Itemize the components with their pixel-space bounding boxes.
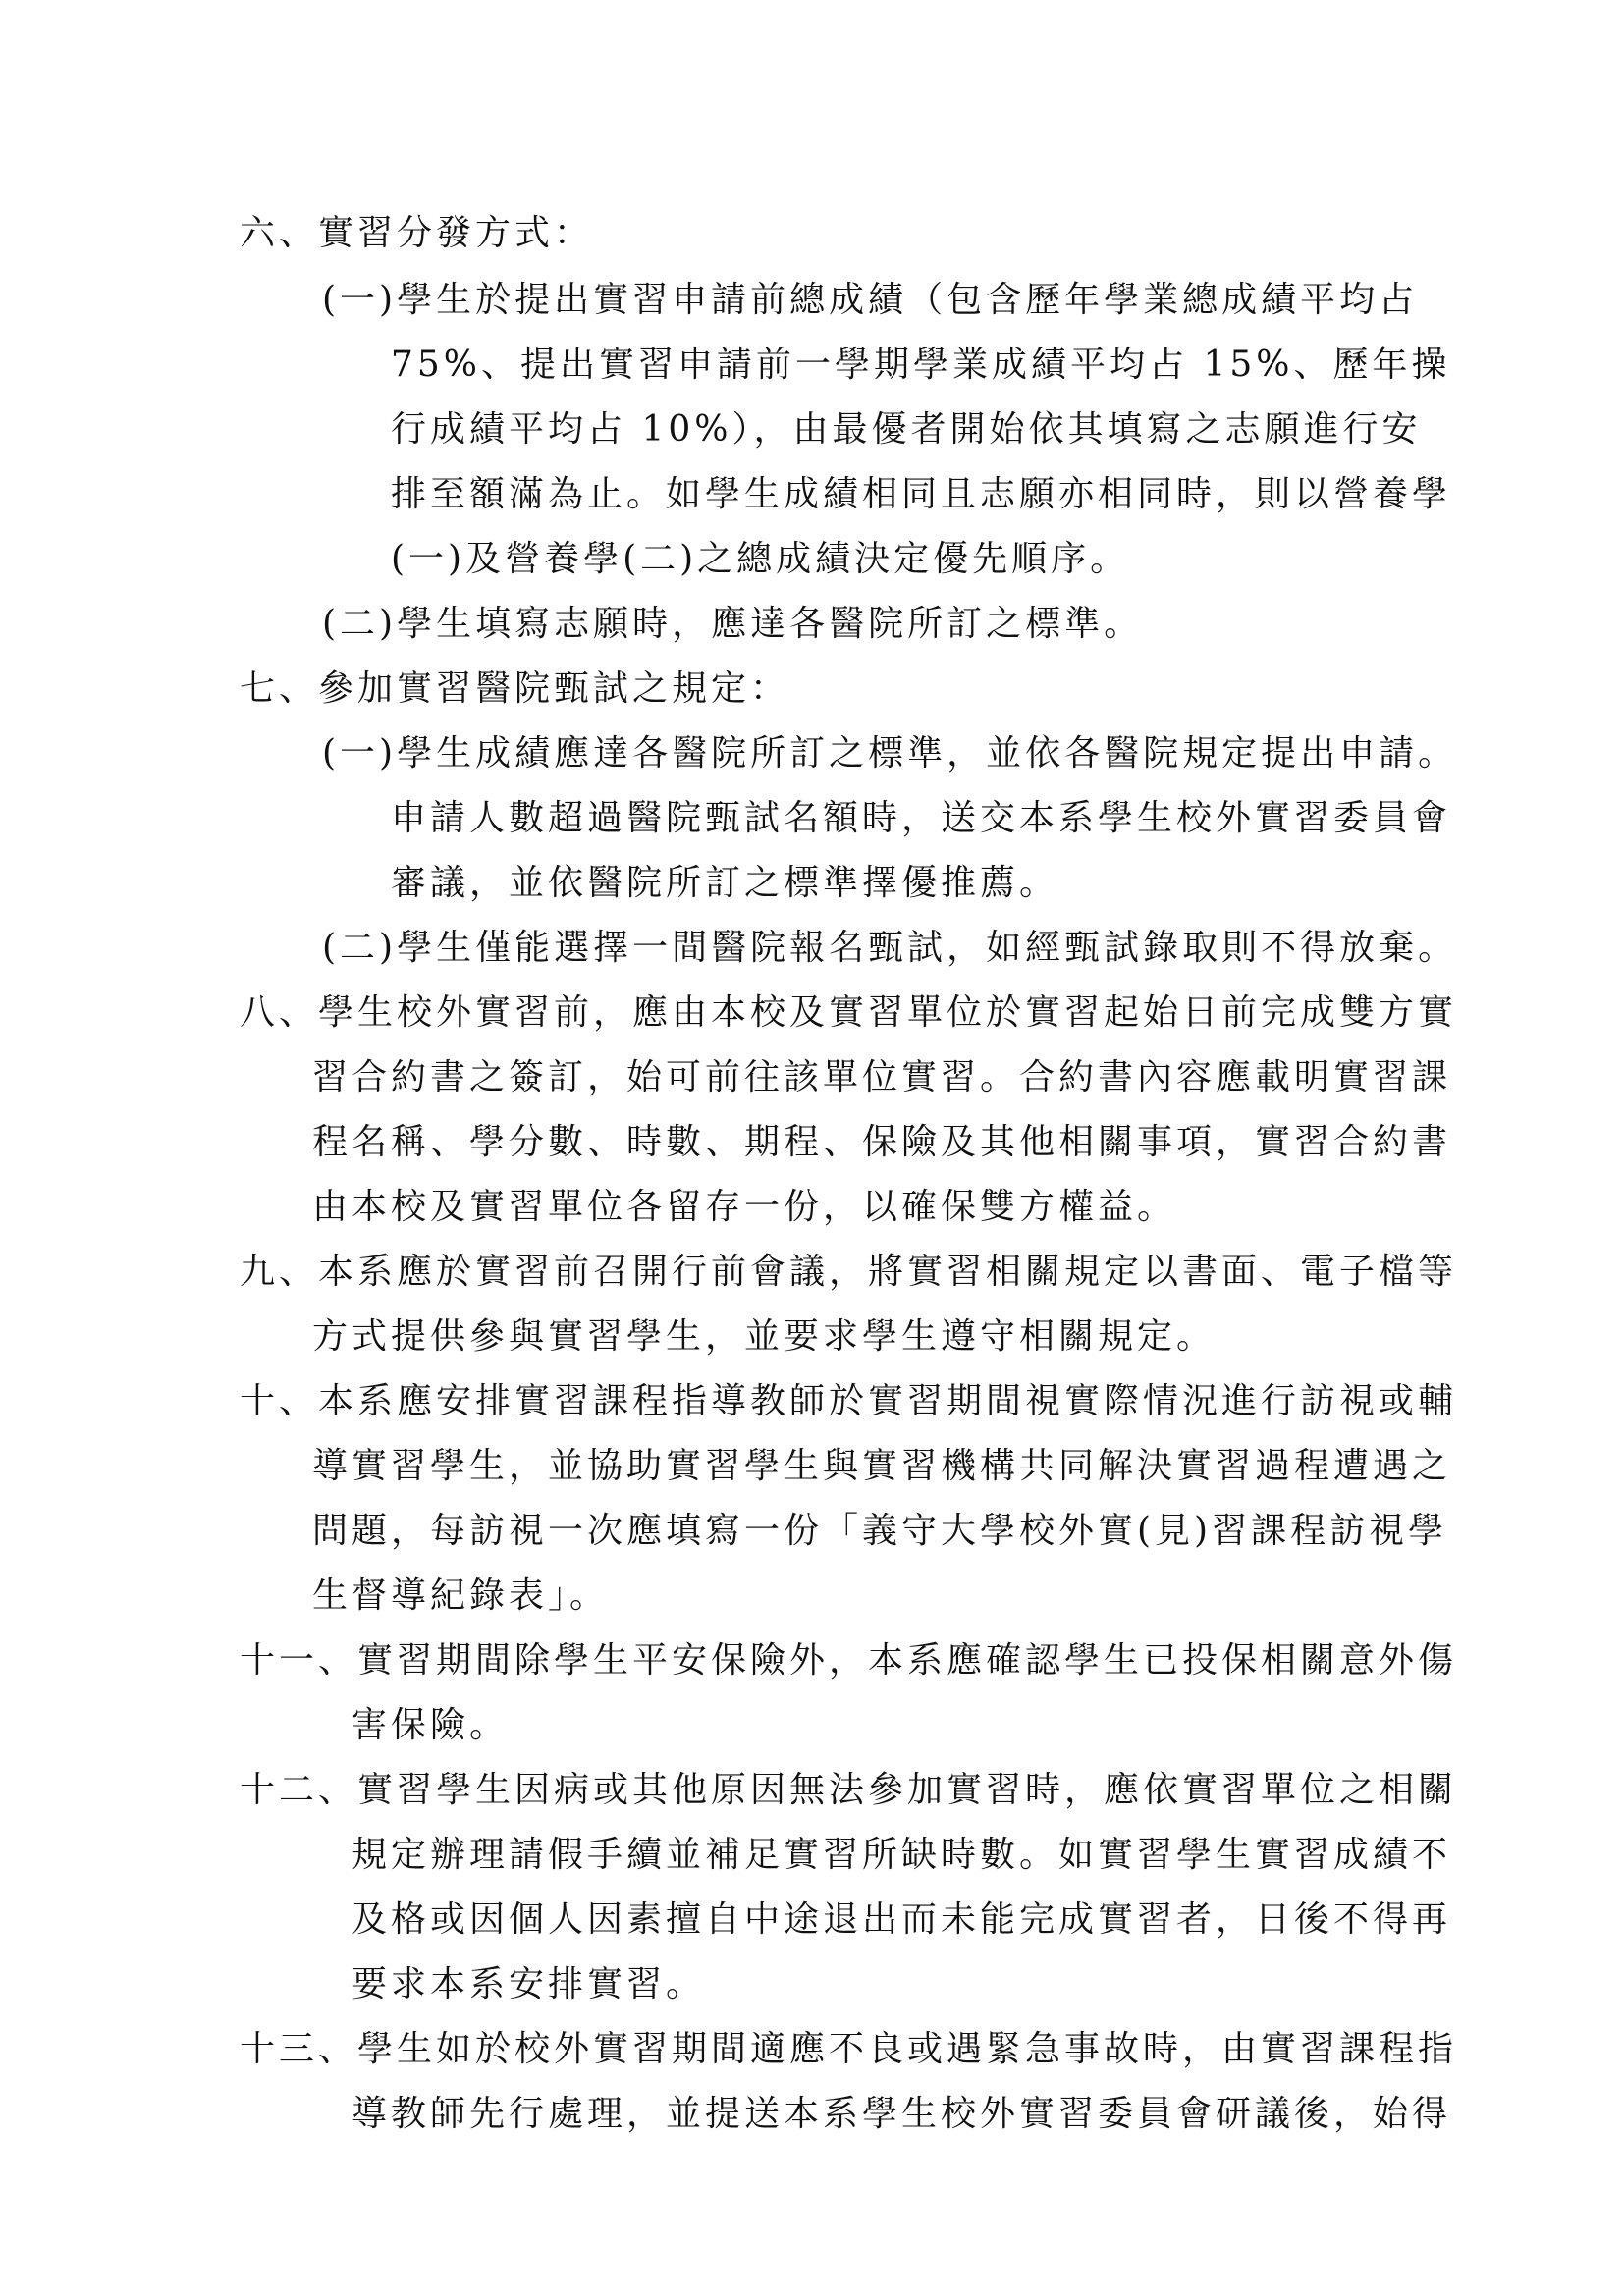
section-6-item-1-line-5: (一)及營養學(二)之總成績決定優先順序。	[391, 539, 1130, 579]
section-6-item-1-line-1: (一)學生於提出實習申請前總成績（包含歷年學業總成績平均占	[322, 280, 1419, 320]
section-12-line-2: 規定辦理請假手續並補足實習所缺時數。如實習學生實習成績不	[352, 1835, 1452, 1875]
section-11-line-2: 害保險。	[352, 1705, 510, 1745]
section-8-line-4: 由本校及實習單位各留存一份，以確保雙方權益。	[312, 1187, 1177, 1227]
section-10-line-1: 十、本系應安排實習課程指導教師於實習期間視實際情況進行訪視或輔	[240, 1381, 1458, 1421]
section-6-item-1-line-3: 行成績平均占 10%），由最優者開始依其填寫之志願進行安	[391, 409, 1422, 450]
section-12-line-1: 十二、實習學生因病或其他原因無法參加實習時，應依實習單位之相關	[240, 1770, 1458, 1810]
section-12-line-3: 及格或因個人因素擅自中途退出而未能完成實習者，日後不得再	[352, 1899, 1452, 1940]
section-8-line-2: 習合約書之簽訂，始可前往該單位實習。合約書內容應載明實習課	[312, 1057, 1452, 1097]
section-9-line-2: 方式提供參與實習學生，並要求學生遵守相關規定。	[312, 1316, 1217, 1357]
section-7-item-1-line-3: 審議，並依醫院所訂之標準擇優推薦。	[391, 863, 1059, 903]
section-6-item-2: (二)學生填寫志願時，應達各醫院所訂之標準。	[322, 604, 1144, 644]
section-6-item-1-line-2: 75%、提出實習申請前一學期學業成績平均占 15%、歷年操	[391, 345, 1451, 385]
section-7-item-1-line-2: 申請人數超過醫院甄試名額時，送交本系學生校外實習委員會	[391, 798, 1452, 838]
section-7-heading: 七、參加實習醫院甄試之規定：	[240, 668, 790, 709]
section-10-line-3: 問題，每訪視一次應填寫一份「義守大學校外實(見)習課程訪視學	[312, 1511, 1448, 1551]
section-11-line-1: 十一、實習期間除學生平安保險外，本系應確認學生已投保相關意外傷	[240, 1640, 1458, 1681]
section-7-item-1-line-1: (一)學生成績應達各醫院所訂之標準，並依各醫院規定提出申請。	[322, 733, 1458, 774]
section-6-heading: 六、實習分發方式：	[240, 213, 594, 253]
section-7-item-2: (二)學生僅能選擇一間醫院報名甄試，如經甄試錄取則不得放棄。	[322, 928, 1458, 968]
section-8-line-3: 程名稱、學分數、時數、期程、保險及其他相關事項，實習合約書	[312, 1122, 1452, 1162]
section-6-item-1-line-4: 排至額滿為止。如學生成績相同且志願亦相同時，則以營養學	[391, 474, 1452, 514]
section-9-line-1: 九、本系應於實習前召開行前會議，將實習相關規定以書面、電子檔等	[240, 1252, 1458, 1292]
section-8-line-1: 八、學生校外實習前，應由本校及實習單位於實習起始日前完成雙方實	[240, 992, 1458, 1033]
section-13-line-1: 十三、學生如於校外實習期間適應不良或遇緊急事故時，由實習課程指	[240, 2029, 1458, 2069]
section-10-line-2: 導實習學生，並協助實習學生與實習機構共同解決實習過程遭遇之	[312, 1446, 1452, 1486]
section-12-line-4: 要求本系安排實習。	[352, 1964, 706, 2004]
section-13-line-2: 導教師先行處理，並提送本系學生校外實習委員會研議後，始得	[352, 2094, 1452, 2134]
section-10-line-4: 生督導紀錄表」。	[312, 1575, 610, 1616]
